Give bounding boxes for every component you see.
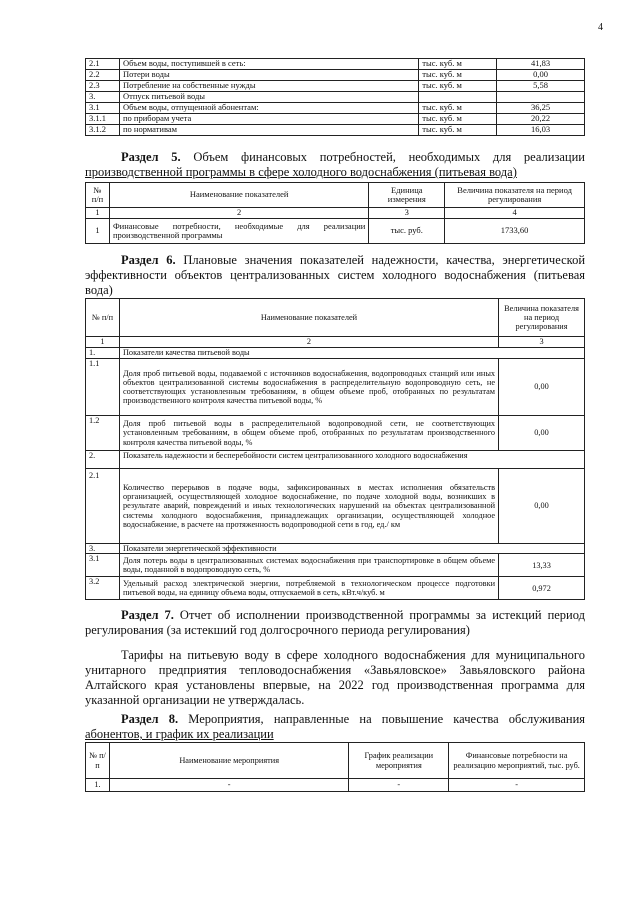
table-row [86, 125, 585, 136]
row-schedule: - [349, 779, 449, 792]
row-name: - [109, 779, 348, 792]
row-value: 0,00 [499, 469, 585, 544]
row-value: 0,00 [499, 359, 585, 416]
row-value: 36,25 [497, 103, 585, 114]
row-name: Объем воды, поступившей в сеть: [119, 59, 418, 70]
table-row [86, 114, 585, 125]
section-8-text-1: Мероприятия, направленные на повышение качества обслуживания [188, 712, 586, 726]
row-number: 2.3 [86, 81, 120, 92]
table-row [86, 92, 585, 103]
section-7-label: Раздел 7. [121, 608, 174, 622]
row-number: 1. [86, 779, 110, 792]
table-row [86, 81, 585, 92]
row-name: по приборам учета [119, 114, 418, 125]
row-value: 0,00 [497, 70, 585, 81]
header-number: № п/п [86, 299, 120, 337]
header-schedule: График реализации мероприятия [349, 743, 449, 779]
column-number: 2 [119, 337, 498, 348]
table-row [86, 577, 585, 600]
row-finance: - [449, 779, 585, 792]
row-name: Отпуск питьевой воды [119, 92, 418, 103]
row-number: 3.1.1 [86, 114, 120, 125]
table-row [86, 779, 585, 792]
row-name: по нормативам [119, 125, 418, 136]
row-unit: тыс. куб. м [419, 81, 497, 92]
row-unit: тыс. куб. м [419, 70, 497, 81]
row-name: Доля потерь воды в централизованных системах водоснабжения при транспортировке в общем объеме воды, поданной в водопроводную сеть, % [119, 554, 498, 577]
row-unit: тыс. куб. м [419, 103, 497, 114]
table-row [86, 554, 585, 577]
section-7-heading [85, 608, 585, 638]
row-value: 20,22 [497, 114, 585, 125]
section-8-text-2: абонентов, и график их реализации [85, 727, 274, 741]
table-row [86, 219, 585, 244]
row-unit: тыс. куб. м [419, 114, 497, 125]
header-name: Наименование показателей [109, 183, 368, 208]
section-5-heading [85, 150, 585, 180]
table-row [86, 469, 585, 544]
section-8-label: Раздел 8. [121, 712, 179, 726]
row-unit: тыс. куб. м [419, 59, 497, 70]
row-name: Удельный расход электрической энергии, потребляемой в технологическом процессе подготовки питьевой воды, на единицу объема воды, отпускаемой в сеть, кВт.ч/куб. м [119, 577, 498, 600]
table-row [86, 70, 585, 81]
row-unit [419, 92, 497, 103]
row-value: 16,03 [497, 125, 585, 136]
row-value: 41,83 [497, 59, 585, 70]
row-value: 5,58 [497, 81, 585, 92]
table-row [86, 416, 585, 451]
column-number-row [86, 337, 585, 348]
header-value: Величина показателя на период регулирования [445, 183, 585, 208]
section-6-text-2: эффективности объектов централизованных систем холодного водоснабжения (питьевая [85, 268, 585, 282]
header-finance: Финансовые потребности на реализацию мероприятий, тыс. руб. [449, 743, 585, 779]
row-number: 1.2 [86, 416, 120, 451]
section-5-label: Раздел 5. [121, 150, 181, 164]
row-number: 3.2 [86, 577, 120, 600]
row-value: 13,33 [499, 554, 585, 577]
group-number: 1. [86, 348, 120, 359]
column-number: 1 [86, 337, 120, 348]
table-row [86, 59, 585, 70]
table-header-row [86, 743, 585, 779]
section-7-text-1: Отчет об исполнении производственной программы за истекций период [179, 608, 585, 622]
group-row [86, 451, 585, 469]
row-name: Доля проб питьевой воды, подаваемой с источников водоснабжения, водопроводных станций или иных объектов централизованной системы водоснабжения в распределительную водопроводную сеть, не соответствующих установленным требованиям, в общем объеме проб, отобранных по результатам производственного контроля качества питьевой воды, % [119, 359, 498, 416]
header-name: Наименование показателей [119, 299, 498, 337]
header-number: № п/п [86, 743, 110, 779]
table-row [86, 103, 585, 114]
column-number: 1 [86, 208, 110, 219]
column-number: 3 [369, 208, 445, 219]
row-name: Доля проб питьевой воды в распределительной водопроводной сети, не соответствующих установленным требованиям, в общем объеме проб, отобранных по результатам производственного контроля качества питьевой воды, % [119, 416, 498, 451]
group-title: Показатель надежности и бесперебойности систем централизованного холодного водоснабжения [119, 451, 584, 469]
row-name: Потери воды [119, 70, 418, 81]
table-row [86, 359, 585, 416]
header-name: Наименование мероприятия [109, 743, 348, 779]
measures-table [85, 742, 585, 792]
financial-needs-table [85, 182, 585, 244]
table-header-row [86, 183, 585, 208]
section-6-label: Раздел 6. [121, 253, 176, 267]
row-number: 2.2 [86, 70, 120, 81]
row-number: 1.1 [86, 359, 120, 416]
row-number: 3.1 [86, 554, 120, 577]
group-row [86, 348, 585, 359]
row-number: 3.1 [86, 103, 120, 114]
row-value: 0,00 [499, 416, 585, 451]
column-number: 3 [499, 337, 585, 348]
row-value: 1733,60 [445, 219, 585, 244]
row-number: 2.1 [86, 59, 120, 70]
group-title: Показатели качества питьевой воды [119, 348, 584, 359]
column-number-row [86, 208, 585, 219]
group-row [86, 544, 585, 554]
group-title: Показатели энергетической эффективности [119, 544, 584, 554]
section-7-text-2: регулирования (за истекший год долгосрочного периода регулирования) [85, 623, 470, 637]
group-number: 2. [86, 451, 120, 469]
row-number: 3. [86, 92, 120, 103]
section-6-text-3: вода) [85, 283, 113, 297]
row-number: 1 [86, 219, 110, 244]
row-value [497, 92, 585, 103]
header-value: Величина показателя на период регулирования [499, 299, 585, 337]
row-number: 3.1.2 [86, 125, 120, 136]
column-number: 4 [445, 208, 585, 219]
page-number: 4 [598, 22, 603, 33]
header-unit: Единица измерения [369, 183, 445, 208]
row-name: Потребление на собственные нужды [119, 81, 418, 92]
header-number: № п/п [86, 183, 110, 208]
tariff-paragraph: Тарифы на питьевую воду в сфере холодного водоснабжения для муниципального унитарного предприятия тепловодоснабжения «Завьяловское» Завьяловского района Алтайского края установлены впервые, на 2022 год производственная программа для указанной организации не утверждалась. [85, 648, 585, 707]
water-balance-table [85, 58, 585, 136]
row-value: 0,972 [499, 577, 585, 600]
row-name: Количество перерывов в подаче воды, зафиксированных в местах исполнения обязательств организацией, осуществляющей холодное водоснабжение, по подаче холодной воды, возникших в результате аварий, повреждений и иных технологических нарушений на объектах централизованной системы холодного водоснабжения, принадлежащих организации, осуществляющей холодное водоснабжение, в расчете на протяженность водопроводной сети в год, ед./ км [119, 469, 498, 544]
row-name: Объем воды, отпущенной абонентам: [119, 103, 418, 114]
section-6-text-1: Плановые значения показателей надежности, качества, энергетической [183, 253, 586, 267]
indicators-table [85, 298, 585, 600]
row-unit: тыс. куб. м [419, 125, 497, 136]
table-header-row [86, 299, 585, 337]
row-name: Финансовые потребности, необходимые для реализации производственной программы [109, 219, 368, 244]
section-5-text-1: Объем финансовых потребностей, необходимых для реализации [193, 150, 585, 164]
section-6-heading [85, 253, 585, 298]
row-unit: тыс. руб. [369, 219, 445, 244]
column-number: 2 [109, 208, 368, 219]
row-number: 2.1 [86, 469, 120, 544]
section-5-text-2: производственной программы в сфере холодного водоснабжения (питьевая вода) [85, 165, 517, 179]
section-8-heading [85, 712, 585, 742]
group-number: 3. [86, 544, 120, 554]
